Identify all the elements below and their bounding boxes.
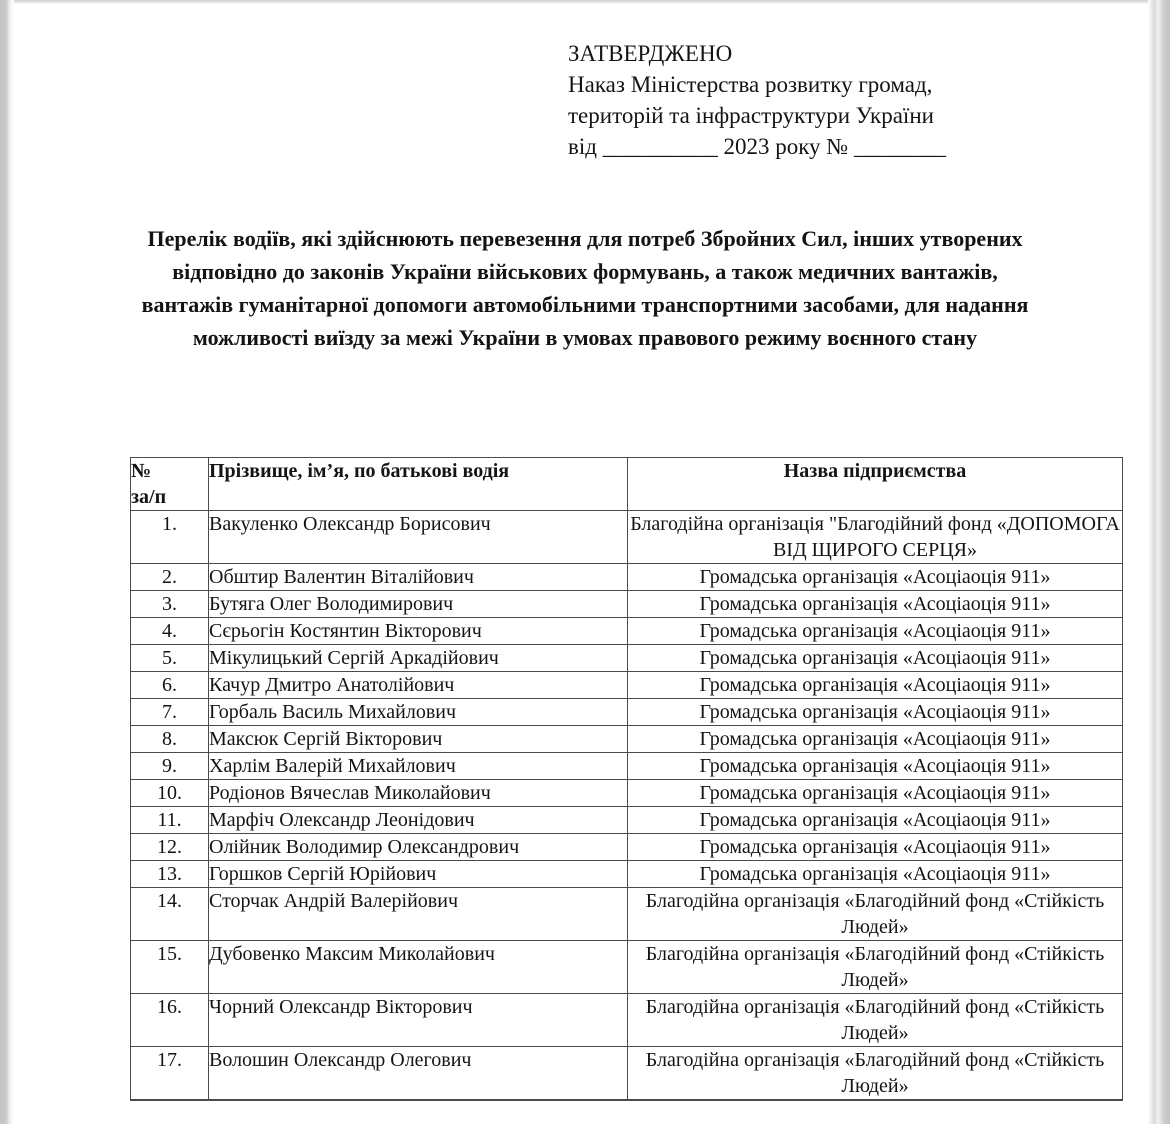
- driver-name-cell: Дубовенко Максим Миколайович: [209, 941, 628, 994]
- header-number-caption: за/п: [131, 486, 167, 508]
- driver-number-cell: 13.: [131, 861, 209, 888]
- document-title: Перелік водіїв, які здійснюють перевезення для потреб Збройних Сил, інших утворених відповідно до законів України військових формувань, а також медичних вантажів, вантажів гуманітарної допомоги автомобільними транспортними засобами, для надання можливості виїзду за межі України в умовах правового режиму воєнного стану: [141, 226, 1029, 350]
- driver-name-cell: Олійник Володимир Олександрович: [209, 834, 628, 861]
- driver-row: [131, 861, 1123, 888]
- driver-company-cell: [628, 1100, 1123, 1101]
- driver-name-cell: Качур Дмитро Анатолійович: [209, 672, 628, 699]
- approval-line-order: Наказ Міністерства розвитку громад,: [568, 72, 933, 97]
- driver-row: [131, 699, 1123, 726]
- approval-line-date-number: від __________ 2023 року № ________: [568, 134, 946, 159]
- driver-name-cell: Родіонов Вячеслав Миколайович: [209, 780, 628, 807]
- driver-row: [131, 1100, 1123, 1101]
- driver-company-cell: Громадська організація «Асоціаоція 911»: [628, 699, 1123, 726]
- approval-line-ministry: територій та інфраструктури України: [568, 103, 934, 128]
- driver-company-cell: Громадська організація «Асоціаоція 911»: [628, 780, 1123, 807]
- drivers-table: [130, 457, 1123, 1101]
- drivers-table-body: [131, 511, 1123, 1101]
- driver-row: [131, 834, 1123, 861]
- driver-name-cell: Максюк Сергій Вікторович: [209, 726, 628, 753]
- driver-number-cell: 4.: [131, 618, 209, 645]
- driver-row: [131, 645, 1123, 672]
- driver-number-cell: 8.: [131, 726, 209, 753]
- driver-company-cell: Громадська організація «Асоціаоція 911»: [628, 672, 1123, 699]
- driver-company-cell: Громадська організація «Асоціаоція 911»: [628, 645, 1123, 672]
- driver-row: [131, 994, 1123, 1047]
- driver-number-cell: 9.: [131, 753, 209, 780]
- driver-name-cell: Горшков Сергій Юрійович: [209, 861, 628, 888]
- driver-company-cell: Громадська організація «Асоціаоція 911»: [628, 591, 1123, 618]
- header-cell-company: Назва підприємства: [628, 458, 1123, 511]
- drivers-table-header: [131, 458, 1123, 511]
- driver-company-cell: Благодійна організація «Благодійний фонд «Стійкість Людей»: [628, 994, 1123, 1047]
- driver-company-cell: Громадська організація «Асоціаоція 911»: [628, 564, 1123, 591]
- driver-number-cell: 12.: [131, 834, 209, 861]
- driver-name-cell: Мікулицький Сергій Аркадійович: [209, 645, 628, 672]
- driver-row: [131, 941, 1123, 994]
- driver-number-cell: 14.: [131, 888, 209, 941]
- driver-name-cell: Обштир Валентин Віталійович: [209, 564, 628, 591]
- header-number-symbol: №: [131, 460, 152, 482]
- header-cell-driver-name: Прізвище, ім’я, по батькові водія: [209, 458, 628, 511]
- driver-number-cell: 17.: [131, 1047, 209, 1100]
- driver-number-cell: 2.: [131, 564, 209, 591]
- header-row: [131, 458, 1123, 511]
- driver-name-cell: Харлім Валерій Михайлович: [209, 753, 628, 780]
- driver-row: [131, 753, 1123, 780]
- driver-row: [131, 780, 1123, 807]
- driver-number-cell: 16.: [131, 994, 209, 1047]
- driver-row: [131, 1047, 1123, 1100]
- driver-name-cell: Бутяга Олег Володимирович: [209, 591, 628, 618]
- driver-company-cell: Громадська організація «Асоціаоція 911»: [628, 834, 1123, 861]
- driver-name-cell: Сєрьогін Костянтин Вікторович: [209, 618, 628, 645]
- driver-number-cell: 3.: [131, 591, 209, 618]
- driver-name-cell: Волошин Олександр Олегович: [209, 1047, 628, 1100]
- driver-name-cell: Сторчак Андрій Валерійович: [209, 888, 628, 941]
- scan-edge-left: [0, 0, 14, 1124]
- driver-number-cell: [131, 1100, 209, 1101]
- driver-number-cell: 7.: [131, 699, 209, 726]
- driver-name-cell: Горбаль Василь Михайлович: [209, 699, 628, 726]
- driver-row: [131, 511, 1123, 564]
- driver-number-cell: 1.: [131, 511, 209, 564]
- header-cell-number: [131, 458, 209, 511]
- driver-row: [131, 726, 1123, 753]
- driver-number-cell: 15.: [131, 941, 209, 994]
- driver-name-cell: Чорний Олександр Вікторович: [209, 994, 628, 1047]
- driver-company-cell: Громадська організація «Асоціаоція 911»: [628, 753, 1123, 780]
- driver-company-cell: Благодійна організація «Благодійний фонд «Стійкість Людей»: [628, 1047, 1123, 1100]
- driver-company-cell: Громадська організація «Асоціаоція 911»: [628, 726, 1123, 753]
- driver-row: [131, 618, 1123, 645]
- driver-name-cell: [209, 1100, 628, 1101]
- driver-number-cell: 10.: [131, 780, 209, 807]
- driver-row: [131, 564, 1123, 591]
- driver-company-cell: Громадська організація «Асоціаоція 911»: [628, 807, 1123, 834]
- driver-number-cell: 5.: [131, 645, 209, 672]
- driver-row: [131, 591, 1123, 618]
- driver-company-cell: Благодійна організація "Благодійний фонд «ДОПОМОГА ВІД ЩИРОГО СЕРЦЯ»: [628, 511, 1123, 564]
- driver-name-cell: Марфіч Олександр Леонідович: [209, 807, 628, 834]
- driver-number-cell: 11.: [131, 807, 209, 834]
- driver-company-cell: Громадська організація «Асоціаоція 911»: [628, 861, 1123, 888]
- driver-company-cell: Благодійна організація «Благодійний фонд «Стійкість Людей»: [628, 888, 1123, 941]
- driver-name-cell: Вакуленко Олександр Борисович: [209, 511, 628, 564]
- driver-company-cell: Громадська організація «Асоціаоція 911»: [628, 618, 1123, 645]
- driver-row: [131, 888, 1123, 941]
- scan-edge-right: [1148, 0, 1170, 1124]
- scan-edge-top: [0, 0, 1170, 4]
- driver-company-cell: Благодійна організація «Благодійний фонд «Стійкість Людей»: [628, 941, 1123, 994]
- approval-line-approved: ЗАТВЕРДЖЕНО: [568, 41, 733, 66]
- driver-row: [131, 672, 1123, 699]
- approval-block: [568, 38, 946, 162]
- driver-row: [131, 807, 1123, 834]
- driver-number-cell: 6.: [131, 672, 209, 699]
